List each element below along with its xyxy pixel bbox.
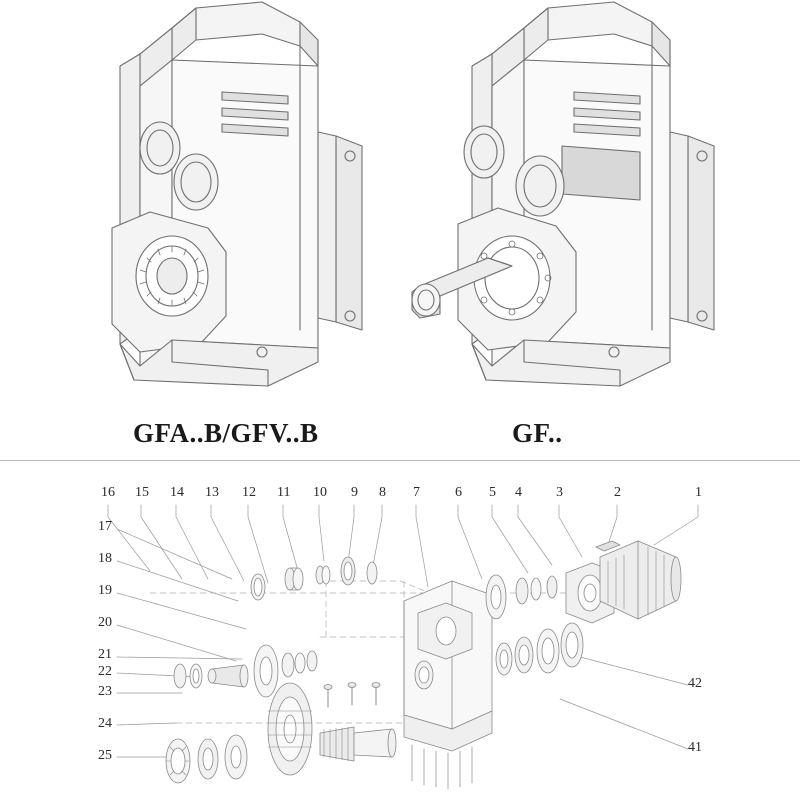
callout-10: 10 [313, 485, 327, 500]
callout-41: 41 [688, 740, 702, 755]
gearbox-right-isometric [412, 2, 714, 386]
callout-3: 3 [556, 485, 563, 500]
callout-22: 22 [98, 664, 112, 679]
callout-9: 9 [351, 485, 358, 500]
callout-19: 19 [98, 583, 112, 598]
callout-11: 11 [277, 485, 291, 500]
caption-gf: GF.. [512, 418, 563, 448]
callout-5: 5 [489, 485, 496, 500]
callout-14: 14 [170, 485, 184, 500]
callout-18: 18 [98, 551, 112, 566]
callout-16: 16 [101, 485, 115, 500]
exploded-parts-panel [0, 460, 800, 801]
callout-25: 25 [98, 748, 112, 763]
callout-42: 42 [688, 676, 702, 691]
callout-4: 4 [515, 485, 522, 500]
callout-6: 6 [455, 485, 462, 500]
callout-23: 23 [98, 684, 112, 699]
callout-2: 2 [614, 485, 621, 500]
callout-24: 24 [98, 716, 112, 731]
callout-7: 7 [413, 485, 420, 500]
callout-8: 8 [379, 485, 386, 500]
gearbox-left-isometric [112, 2, 362, 386]
callout-13: 13 [205, 485, 219, 500]
caption-gfab-gfvb: GFA..B/GFV..B [133, 418, 319, 448]
exploded-parts-diagram [0, 461, 800, 801]
callout-17: 17 [98, 519, 112, 534]
callout-20: 20 [98, 615, 112, 630]
callout-12: 12 [242, 485, 256, 500]
callout-15: 15 [135, 485, 149, 500]
callout-21: 21 [98, 647, 112, 662]
callout-1: 1 [695, 485, 702, 500]
